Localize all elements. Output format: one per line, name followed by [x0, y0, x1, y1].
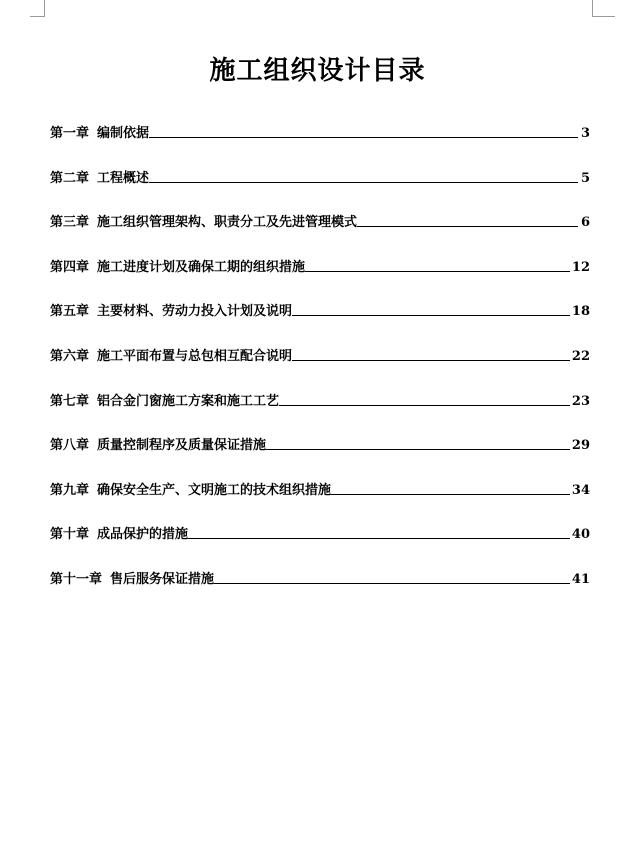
crop-mark-top-right: [592, 0, 615, 17]
toc-entry[interactable]: [50, 542, 590, 587]
toc-chapter-heading: 施工组织管理架构、职责分工及先进管理模式: [97, 215, 358, 231]
toc-entry[interactable]: [50, 230, 590, 275]
toc-chapter-heading: 施工平面布置与总包相互配合说明: [97, 348, 293, 364]
toc-chapter-heading: 铝合金门窗施工方案和施工工艺: [97, 393, 280, 409]
toc-chapter-number: 第十一章: [50, 571, 103, 587]
toc-entry[interactable]: [50, 121, 590, 141]
toc-entry[interactable]: [50, 364, 590, 409]
toc-page-number: 3: [580, 126, 590, 141]
toc-chapter-heading: 编制依据: [97, 126, 150, 141]
toc-chapter-number: 第二章: [50, 170, 90, 186]
toc-chapter-number: 第四章: [50, 259, 90, 275]
toc-entry[interactable]: [50, 453, 590, 498]
toc-leader-line: [149, 137, 578, 138]
toc-page-number: 12: [571, 259, 590, 275]
toc-chapter-heading: 成品保护的措施: [97, 527, 189, 543]
toc-page-number: 40: [571, 527, 590, 543]
toc-entry[interactable]: [50, 141, 590, 186]
toc-chapter-heading: 工程概述: [97, 170, 150, 186]
toc-leader-line: [292, 315, 570, 316]
toc-leader-line: [214, 583, 570, 584]
toc-entry[interactable]: [50, 186, 590, 231]
toc-leader-line: [149, 182, 578, 183]
toc-leader-line: [331, 494, 570, 495]
toc-leader-line: [292, 360, 570, 361]
toc-chapter-number: 第一章: [50, 126, 90, 141]
toc-page-number: 23: [571, 393, 590, 409]
toc-page-number: 41: [571, 571, 590, 587]
toc-page-number: 22: [571, 348, 590, 364]
toc-chapter-number: 第八章: [50, 438, 90, 454]
toc-page-number: 29: [571, 438, 590, 454]
toc-chapter-heading: 主要材料、劳动力投入计划及说明: [97, 304, 293, 320]
toc-page-number: 5: [580, 170, 590, 186]
document-title: 施工组织设计目录: [209, 56, 426, 86]
toc-leader-line: [188, 538, 570, 539]
toc-page-number: 6: [580, 215, 590, 231]
toc-chapter-number: 第三章: [50, 215, 90, 231]
toc-entry[interactable]: [50, 409, 590, 454]
toc-leader-line: [357, 226, 578, 227]
toc-chapter-heading: 质量控制程序及质量保证措施: [97, 438, 267, 454]
toc-leader-line: [266, 449, 570, 450]
toc-chapter-heading: 施工进度计划及确保工期的组织措施: [97, 259, 306, 275]
toc-page-number: 34: [571, 482, 590, 498]
toc-chapter-number: 第七章: [50, 393, 90, 409]
toc-chapter-heading: 确保安全生产、文明施工的技术组织措施: [97, 482, 332, 498]
toc-leader-line: [305, 271, 570, 272]
crop-mark-top-left: [30, 0, 45, 17]
toc-page-number: 18: [571, 304, 590, 320]
toc-chapter-number: 第五章: [50, 304, 90, 320]
toc-chapter-heading: 售后服务保证措施: [110, 571, 215, 587]
toc-leader-line: [279, 405, 570, 406]
toc-entry[interactable]: [50, 319, 590, 364]
toc-entry[interactable]: [50, 275, 590, 320]
toc-chapter-number: 第十章: [50, 527, 90, 543]
toc-chapter-number: 第六章: [50, 348, 90, 364]
table-of-contents: [50, 121, 590, 587]
toc-chapter-number: 第九章: [50, 482, 90, 498]
toc-entry[interactable]: [50, 498, 590, 543]
